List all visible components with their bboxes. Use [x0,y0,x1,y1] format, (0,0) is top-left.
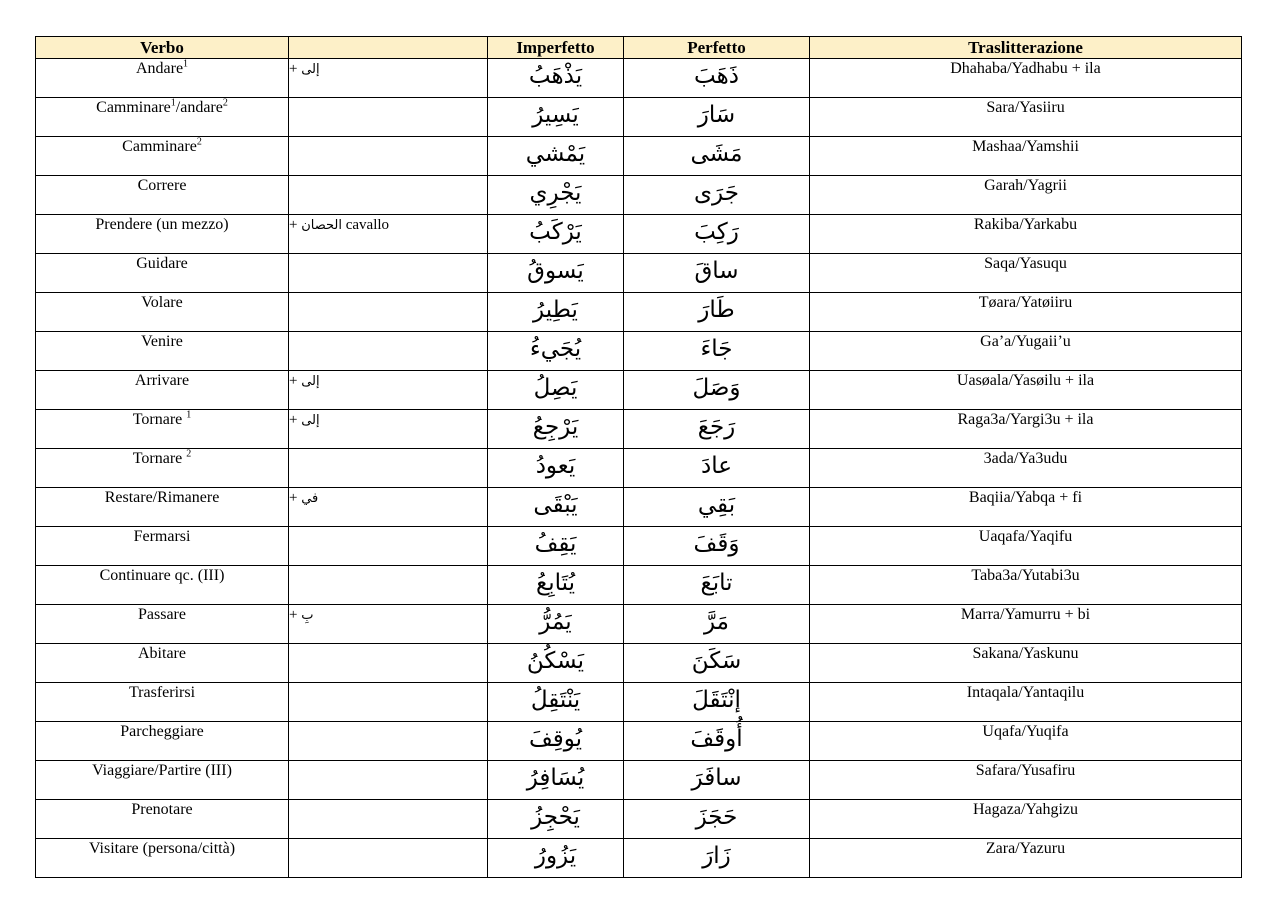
perfetto-cell: مَشَى [624,137,810,176]
verb-cell [36,215,289,254]
table-row [36,410,1242,449]
perfetto-cell: إنْتَقَلَ [624,683,810,722]
table-row [36,761,1242,800]
verb-label: Trasferirsi [128,684,196,701]
header-traslitterazione: Traslitterazione [810,37,1242,59]
verb-label: Continuare qc. (III) [99,567,225,584]
verb-cell [36,800,289,839]
verb-cell [36,332,289,371]
verb-cell [36,683,289,722]
prep-cell [289,254,488,293]
verb-footnote: 2 [196,136,202,148]
prep-plus: + [289,61,298,77]
perfetto-cell: مَرَّ [624,605,810,644]
perfetto-cell: وَقَفَ [624,527,810,566]
prep-cell [289,566,488,605]
verb-cell [36,839,289,878]
imperfetto-cell: يَنْتَقِلُ [488,683,624,722]
traslitterazione-cell: Intaqala/Yantaqilu [810,683,1242,722]
traslitterazione-cell: Tøara/Yatøiiru [810,293,1242,332]
prep-suffix: cavallo [345,217,390,233]
verb-label: Parcheggiare [120,723,204,740]
imperfetto-cell: يَحْجِزُ [488,800,624,839]
table-row [36,683,1242,722]
verb-label: Prendere (un mezzo) [95,216,229,233]
imperfetto-cell: يُسَافِرُ [488,761,624,800]
imperfetto-cell: يَسِيرُ [488,98,624,137]
verb-cell [36,527,289,566]
traslitterazione-cell: Safara/Yusafiru [810,761,1242,800]
traslitterazione-cell: Garah/Yagrii [810,176,1242,215]
verb-cell [36,254,289,293]
table-header [36,37,1242,59]
verb-cell [36,293,289,332]
imperfetto-cell: يَسوقُ [488,254,624,293]
imperfetto-cell: يَسْكُنُ [488,644,624,683]
perfetto-cell: ساقَ [624,254,810,293]
imperfetto-cell: يَقِفُ [488,527,624,566]
perfetto-cell: سافَرَ [624,761,810,800]
traslitterazione-cell: Uaqafa/Yaqifu [810,527,1242,566]
prep-arabic: إلى [301,374,320,389]
prep-cell [289,98,488,137]
prep-plus: + [289,607,298,623]
header-imperfetto: Imperfetto [488,37,624,59]
prep-cell [289,332,488,371]
perfetto-cell: عادَ [624,449,810,488]
prep-cell [289,800,488,839]
verb-label: Passare [138,606,186,623]
perfetto-cell: جَاءَ [624,332,810,371]
imperfetto-cell: يَعودُ [488,449,624,488]
traslitterazione-cell: Dhahaba/Yadhabu + ila [810,59,1242,98]
traslitterazione-cell: Raga3a/Yargi3u + ila [810,410,1242,449]
verb-footnote: 1 [183,58,189,70]
table-row [36,98,1242,137]
table-row [36,488,1242,527]
imperfetto-cell: يُوقِفَ [488,722,624,761]
verb-footnote: 1 [186,409,192,421]
traslitterazione-cell: Hagaza/Yahgizu [810,800,1242,839]
verb-label: Tornare [132,450,187,467]
verb-cell [36,488,289,527]
perfetto-cell: حَجَزَ [624,800,810,839]
verbs-table [35,36,1242,878]
verb-cell [36,605,289,644]
perfetto-cell: طَارَ [624,293,810,332]
verb-cell [36,137,289,176]
table-row [36,722,1242,761]
table-row [36,59,1242,98]
prep-plus: + [289,217,298,233]
prep-arabic: بِ [301,608,314,623]
perfetto-cell: بَقِي [624,488,810,527]
verb-label: Tornare [132,411,187,428]
traslitterazione-cell: Zara/Yazuru [810,839,1242,878]
table-row [36,371,1242,410]
perfetto-cell: أُوقَفَ [624,722,810,761]
imperfetto-cell: يُجَيءُ [488,332,624,371]
header-prep [289,37,488,59]
traslitterazione-cell: Marra/Yamurru + bi [810,605,1242,644]
table-row [36,527,1242,566]
prep-arabic: إلى [301,413,320,428]
perfetto-cell: سَكَنَ [624,644,810,683]
table-row [36,176,1242,215]
traslitterazione-cell: Sara/Yasiiru [810,98,1242,137]
verb-footnote-2: 2 [222,97,228,109]
traslitterazione-cell: Taba3a/Yutabi3u [810,566,1242,605]
perfetto-cell: تابَعَ [624,566,810,605]
traslitterazione-cell: Saqa/Yasuqu [810,254,1242,293]
prep-cell [289,293,488,332]
verb-label: Viaggiare/Partire (III) [92,762,232,779]
traslitterazione-cell: 3ada/Ya3udu [810,449,1242,488]
imperfetto-cell: يَذْهَبُ [488,59,624,98]
perfetto-cell: وَصَلَ [624,371,810,410]
imperfetto-cell: يَصِلُ [488,371,624,410]
prep-plus: + [289,490,298,506]
prep-arabic: في [301,491,319,506]
table-body [36,59,1242,878]
prep-cell [289,527,488,566]
prep-cell [289,371,488,410]
verb-footnote: 1 [170,97,176,109]
prep-plus: + [289,412,298,428]
verb-label-rest: /andare [175,99,223,116]
table-row [36,215,1242,254]
prep-cell [289,683,488,722]
verb-label: Arrivare [134,372,190,389]
verb-cell [36,371,289,410]
traslitterazione-cell: Mashaa/Yamshii [810,137,1242,176]
verb-label: Restare/Rimanere [104,489,220,506]
prep-cell [289,410,488,449]
verb-label: Volare [141,294,183,311]
imperfetto-cell: يَرْجِعُ [488,410,624,449]
traslitterazione-cell: Ga’a/Yugaii’u [810,332,1242,371]
prep-cell [289,722,488,761]
prep-arabic: الحصان [301,218,342,233]
traslitterazione-cell: Rakiba/Yarkabu [810,215,1242,254]
table-row [36,137,1242,176]
prep-cell [289,761,488,800]
imperfetto-cell: يُتَابِعُ [488,566,624,605]
traslitterazione-cell: Uasøala/Yasøilu + ila [810,371,1242,410]
verb-cell [36,59,289,98]
header-verbo: Verbo [36,37,289,59]
verb-cell [36,566,289,605]
table-row [36,605,1242,644]
imperfetto-cell: يَطِيرُ [488,293,624,332]
table-row [36,254,1242,293]
prep-plus: + [289,373,298,389]
perfetto-cell: جَرَى [624,176,810,215]
verb-label: Fermarsi [133,528,191,545]
prep-cell [289,839,488,878]
header-row [36,37,1242,59]
perfetto-cell: رَكِبَ [624,215,810,254]
verb-cell [36,449,289,488]
prep-cell [289,137,488,176]
prep-arabic: إلى [301,62,320,77]
imperfetto-cell: يَجْرِي [488,176,624,215]
table-row [36,839,1242,878]
imperfetto-cell: يَبْقَى [488,488,624,527]
prep-cell [289,176,488,215]
verb-footnote: 2 [186,448,192,460]
header-perfetto: Perfetto [624,37,810,59]
traslitterazione-cell: Uqafa/Yuqifa [810,722,1242,761]
table-row [36,566,1242,605]
perfetto-cell: سَارَ [624,98,810,137]
prep-cell [289,59,488,98]
verb-label: Andare [135,60,184,77]
prep-cell [289,215,488,254]
verb-label: Camminare [96,99,171,116]
verb-label: Prenotare [131,801,193,818]
verb-cell [36,98,289,137]
perfetto-cell: زَارَ [624,839,810,878]
verb-cell [36,722,289,761]
verb-cell [36,761,289,800]
prep-cell [289,644,488,683]
verb-label: Guidare [136,255,188,272]
perfetto-cell: رَجَعَ [624,410,810,449]
verb-label: Camminare [122,138,197,155]
table-row [36,800,1242,839]
traslitterazione-cell: Sakana/Yaskunu [810,644,1242,683]
verb-label: Venire [141,333,183,350]
table-row [36,332,1242,371]
imperfetto-cell: يَرْكَبُ [488,215,624,254]
table-row [36,293,1242,332]
table-row [36,644,1242,683]
table-row [36,449,1242,488]
verb-label: Correre [137,177,187,194]
verb-label: Abitare [138,645,186,662]
verb-cell [36,176,289,215]
imperfetto-cell: يَمْشي [488,137,624,176]
perfetto-cell: ذَهَبَ [624,59,810,98]
prep-cell [289,488,488,527]
traslitterazione-cell: Baqiia/Yabqa + fi [810,488,1242,527]
prep-cell [289,605,488,644]
verb-cell [36,644,289,683]
imperfetto-cell: يَمُرُّ [488,605,624,644]
verb-label: Visitare (persona/città) [88,840,236,857]
imperfetto-cell: يَزُورُ [488,839,624,878]
prep-cell [289,449,488,488]
verb-cell [36,410,289,449]
